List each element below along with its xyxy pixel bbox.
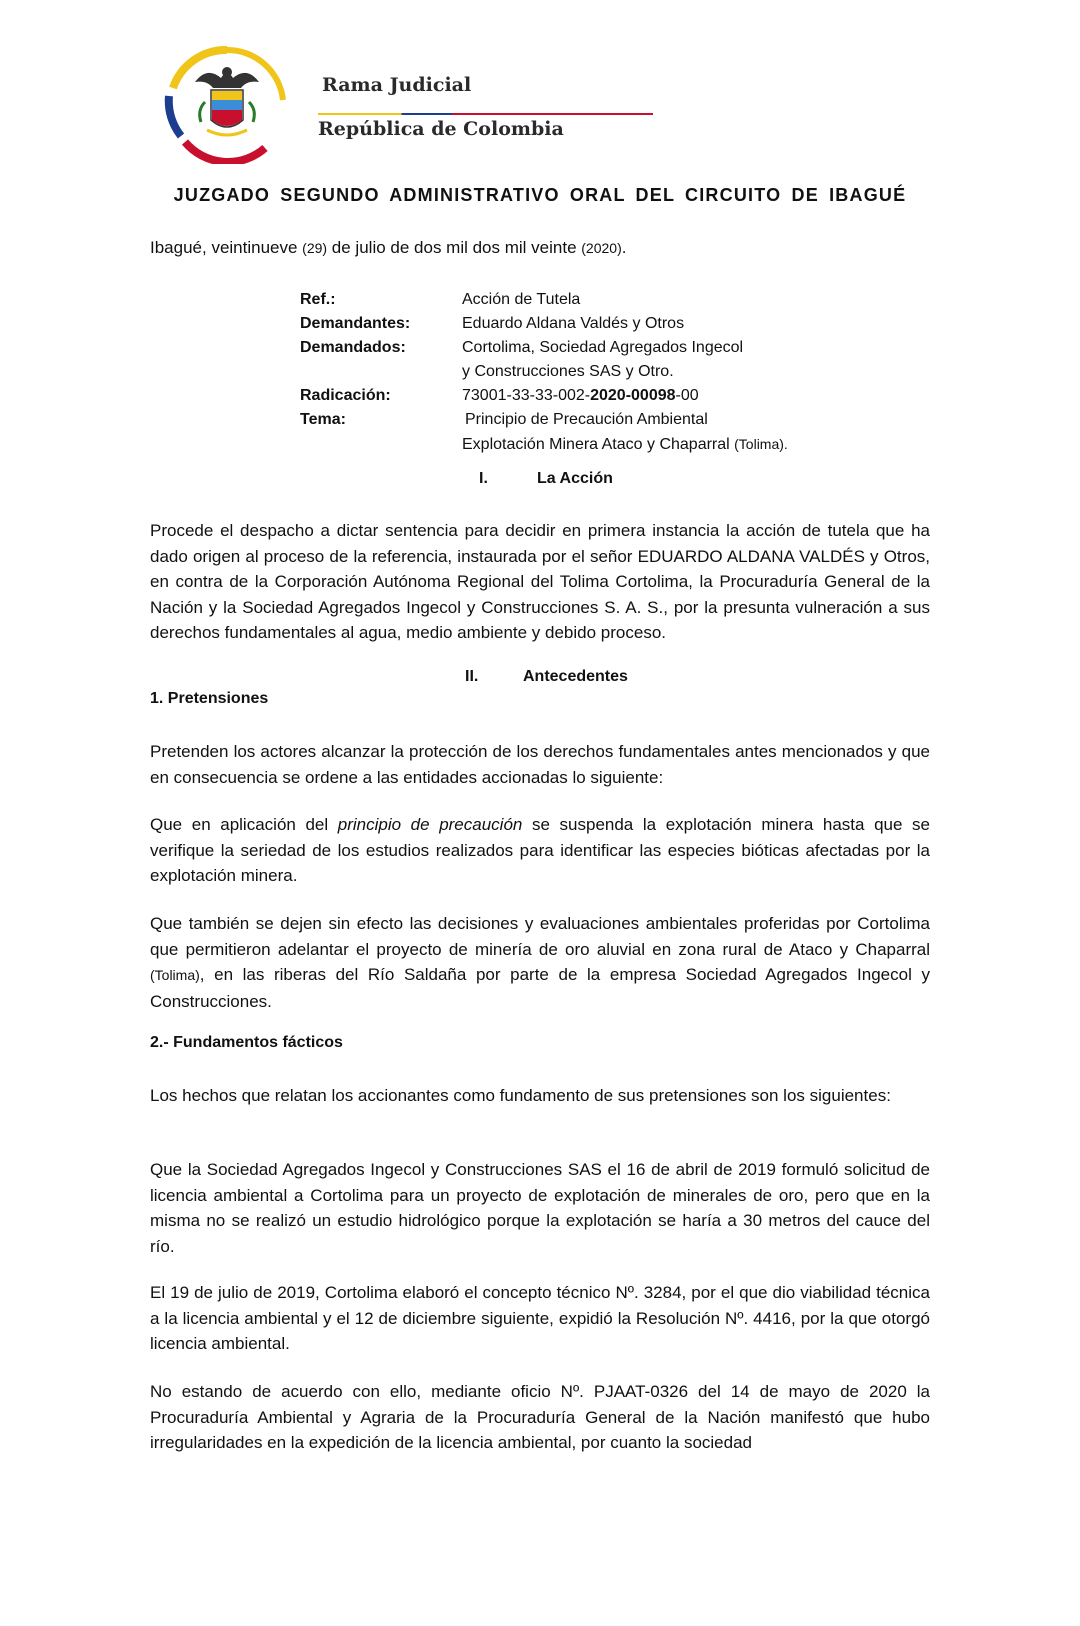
ref-value: Acción de Tutela	[462, 291, 581, 308]
tema-value-line2-small: (Tolima).	[734, 436, 788, 452]
court-title: JUZGADO SEGUNDO ADMINISTRATIVO ORAL DEL CIRCUITO DE IBAGUÉ	[173, 185, 907, 205]
tema-value-line2-main: Explotación Minera Ataco y Chaparral	[462, 436, 735, 453]
demandados-label: Demandados:	[300, 339, 406, 356]
dateline-year: (2020)	[581, 240, 622, 256]
demandados-value-line2: y Construcciones SAS y Otro.	[462, 363, 674, 380]
dateline	[150, 238, 626, 258]
radicacion-pre: 73001-33-33-002-	[462, 387, 591, 404]
section-2-heading	[465, 668, 628, 686]
ref-label: Ref.:	[300, 291, 336, 308]
rama-judicial-emblem-icon	[155, 44, 300, 164]
subheading-fundamentos: 2.- Fundamentos fácticos	[150, 1034, 343, 1051]
tema-value-line1: Principio de Precaución Ambiental	[465, 411, 708, 428]
paragraph-4	[150, 911, 930, 1014]
dateline-middle: de julio de dos mil dos mil veinte	[327, 238, 582, 257]
tema-value	[462, 408, 842, 457]
tema-label: Tema:	[300, 411, 346, 428]
radicacion-label: Radicación:	[300, 387, 391, 404]
paragraph-6: Que la Sociedad Agregados Ingecol y Construcciones SAS el 16 de abril de 2019 formuló solicitud de licencia ambiental a Cortolima para un proyecto de explotación de minerales de oro, pero que en la misma no se realizó un estudio hidrológico porque la explotación se haría a 30 metros del cauce del río.	[150, 1160, 930, 1256]
radicacion-row	[300, 384, 842, 408]
paragraph-4-small: (Tolima)	[150, 967, 200, 983]
section-1-heading	[479, 470, 613, 488]
radicacion-post: -00	[675, 387, 699, 404]
reference-block	[300, 288, 842, 457]
brand-divider	[318, 113, 653, 115]
paragraph-5: Los hechos que relatan los accionantes como fundamento de sus pretensiones son los siguientes:	[150, 1086, 891, 1105]
dateline-suffix: .	[621, 238, 627, 257]
demandantes-value: Eduardo Aldana Valdés y Otros	[462, 315, 685, 332]
radicacion-bold: 2020-00098	[590, 387, 676, 404]
dateline-prefix: Ibagué, veintinueve	[150, 238, 303, 257]
demandados-value-line1: Cortolima, Sociedad Agregados Ingecol	[462, 339, 744, 356]
tema-value-line2	[462, 432, 842, 457]
paragraph-3-post: se suspenda la explotación minera hasta que se verifique la seriedad de los estudios realizados para identificar las especies bióticas afectadas por la explotación minera.	[150, 815, 930, 885]
dateline-day: (29)	[302, 240, 328, 256]
section-1-number: I.	[479, 470, 488, 487]
paragraph-3-italic: principio de precaución	[337, 815, 523, 834]
paragraph-8: No estando de acuerdo con ello, mediante oficio Nº. PJAAT-0326 del 14 de mayo de 2020 la Procuraduría Ambiental y Agraria de la Procuraduría General de la Nación manifestó que hubo irregularidades en la expedición de la licencia ambiental, por cuanto la sociedad	[150, 1382, 930, 1452]
paragraph-2: Pretenden los actores alcanzar la protección de los derechos fundamentales antes mencionados y que en consecuencia se ordene a las entidades accionadas lo siguiente:	[150, 742, 930, 787]
paragraph-7: El 19 de julio de 2019, Cortolima elaboró el concepto técnico Nº. 3284, por el que dio viabilidad técnica a la licencia ambiental y el 12 de diciembre siguiente, expidió la Resolución Nº. 4416, por la que otorgó licencia ambiental.	[150, 1283, 930, 1353]
brand-country: República de Colombia	[318, 118, 564, 140]
radicacion-value	[462, 384, 842, 408]
demandados-row	[300, 336, 842, 384]
paragraph-3	[150, 812, 930, 889]
paragraph-4-pre: Que también se dejen sin efecto las decisiones y evaluaciones ambientales proferidas por Cortolima que permitieron adelantar el proyecto de minería de oro aluvial en zona rural de Ataco y Chaparral	[150, 914, 930, 959]
paragraph-1: Procede el despacho a dictar sentencia para decidir en primera instancia la acción de tutela que ha dado origen al proceso de la referencia, instaurada por el señor EDUARDO ALDANA VALDÉS y Otros, en contra de la Corporación Autónoma Regional del Tolima Cortolima, la Procuraduría General de la Nación y la Sociedad Agregados Ingecol y Construcciones S. A. S., por la presunta vulneración a sus derechos fundamentales al agua, medio ambiente y debido proceso.	[150, 521, 930, 642]
section-2-number: II.	[465, 668, 479, 685]
section-2-title: Antecedentes	[523, 668, 628, 685]
brand-name: Rama Judicial	[322, 74, 472, 96]
section-1-title: La Acción	[537, 470, 613, 487]
demandantes-label: Demandantes:	[300, 315, 411, 332]
ref-row	[300, 288, 842, 312]
demandados-value	[462, 336, 842, 384]
tema-row	[300, 408, 842, 457]
paragraph-4-post: , en las riberas del Río Saldaña por parte de la empresa Sociedad Agregados Ingecol y Construcciones.	[150, 965, 930, 1011]
demandantes-row	[300, 312, 842, 336]
subheading-pretensiones: 1. Pretensiones	[150, 690, 269, 707]
paragraph-3-pre: Que en aplicación del	[150, 815, 338, 834]
